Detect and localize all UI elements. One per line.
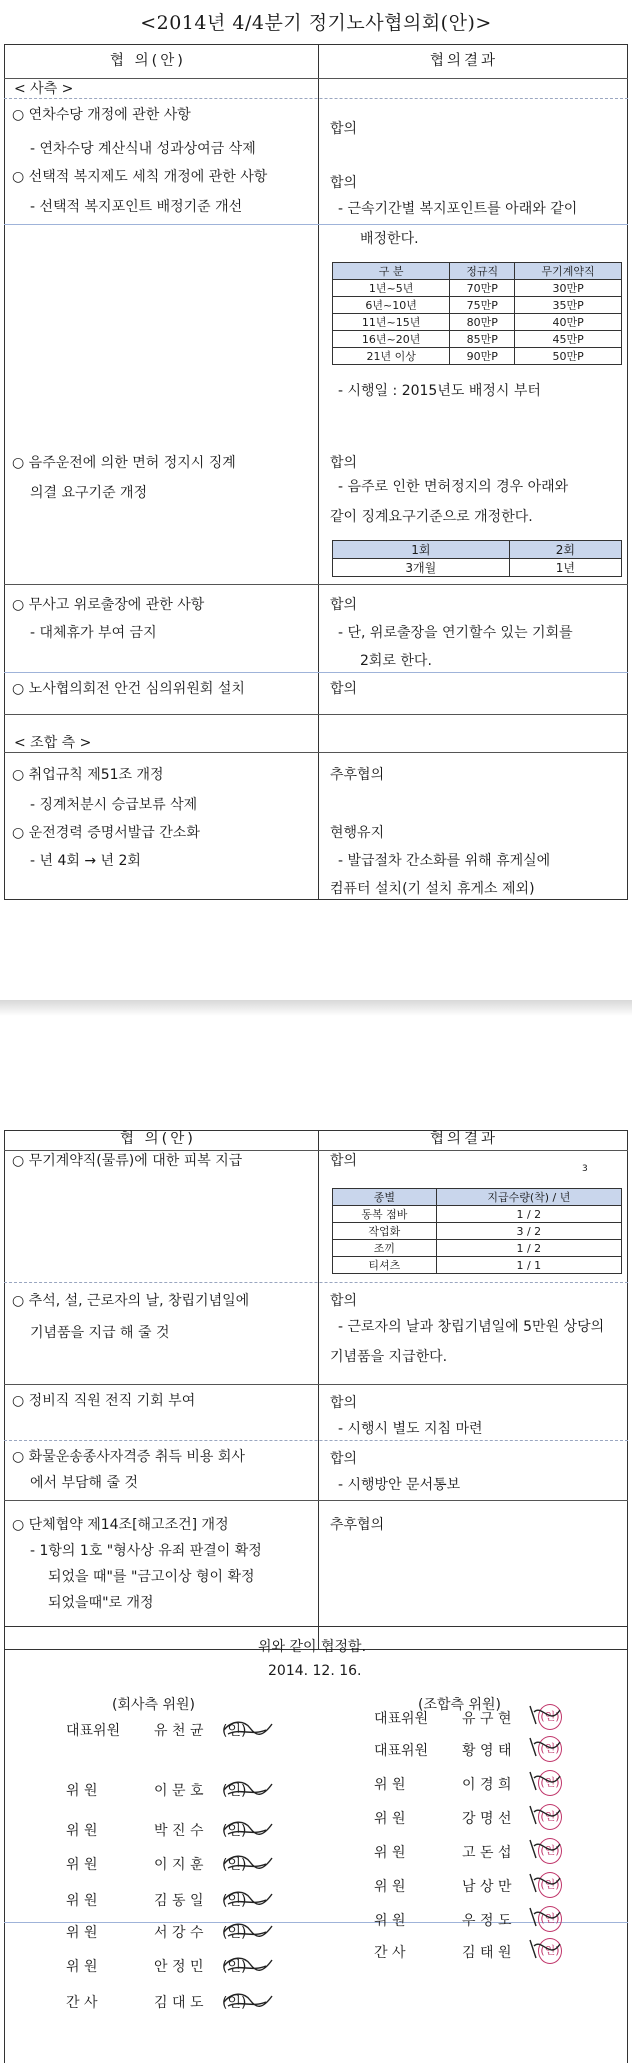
agenda-detail: 에서 부담해 줄 것 bbox=[30, 1475, 139, 1491]
company-section-label: < 사측 > bbox=[14, 81, 74, 97]
row-rule bbox=[4, 672, 628, 673]
member-role: 간 사 bbox=[66, 1995, 98, 2011]
row-rule bbox=[4, 224, 628, 225]
closing-statement: 위와 같이 협정함. bbox=[258, 1639, 367, 1655]
dui-penalty-table bbox=[332, 540, 622, 577]
result-text: 현행유지 bbox=[330, 825, 385, 841]
member-role: 위 원 bbox=[66, 1959, 98, 1975]
agenda-item: ○ 취업규칙 제51조 개정 bbox=[12, 767, 164, 783]
page-separator bbox=[0, 1000, 632, 1016]
result-text: 합의 bbox=[330, 681, 358, 697]
seal-mark: (인) bbox=[222, 1783, 247, 1799]
member-name: 박 진 수 bbox=[154, 1823, 204, 1839]
member-name: 유 천 균 bbox=[154, 1723, 204, 1739]
table-cell: 40만P bbox=[515, 314, 622, 331]
agenda-detail: 되었을때"로 개정 bbox=[48, 1595, 154, 1611]
handwritten-signature bbox=[222, 1778, 282, 1802]
member-name: 유 구 현 bbox=[462, 1711, 512, 1727]
table-cell: 85만P bbox=[450, 331, 515, 348]
seal-stamp: (인) bbox=[538, 1770, 562, 1796]
row-rule bbox=[4, 98, 628, 99]
seal-stamp: (인) bbox=[538, 1906, 562, 1932]
result-detail: - 시행방안 문서통보 bbox=[338, 1477, 461, 1493]
table-cell: 3개월 bbox=[333, 559, 510, 577]
result-text: 합의 bbox=[330, 597, 358, 613]
table-cell: 1년~5년 bbox=[333, 280, 450, 297]
handwritten-signature bbox=[526, 1836, 566, 1862]
table-cell: 작업화 bbox=[333, 1223, 437, 1240]
member-name: 강 명 선 bbox=[462, 1811, 512, 1827]
result-text: 합의 bbox=[330, 175, 358, 191]
result-detail: - 근로자의 날과 창립기념일에 5만원 상당의 bbox=[338, 1319, 605, 1335]
agenda-item: ○ 음주운전에 의한 면허 정지시 징계 bbox=[12, 455, 236, 471]
welfare-points-table bbox=[332, 262, 622, 365]
union-side-label: (조합측 위원) bbox=[418, 1697, 501, 1713]
member-name: 우 정 도 bbox=[462, 1913, 512, 1929]
seal-mark: (인) bbox=[222, 1857, 247, 1873]
row-rule bbox=[4, 584, 628, 585]
member-role: 위 원 bbox=[374, 1879, 406, 1895]
member-name: 이 지 훈 bbox=[154, 1857, 204, 1873]
row-rule bbox=[4, 752, 628, 753]
handwritten-signature bbox=[222, 1818, 282, 1842]
result-detail: 컴퓨터 설치(기 설치 휴게소 제외) bbox=[330, 881, 535, 897]
seal-mark: (인) bbox=[222, 1723, 247, 1739]
table-cell: 75만P bbox=[450, 297, 515, 314]
row-rule bbox=[4, 1282, 628, 1283]
agenda-item: ○ 노사협의회전 안건 심의위원회 설치 bbox=[12, 681, 245, 697]
column-divider bbox=[318, 1130, 319, 1650]
handwritten-signature bbox=[526, 1734, 566, 1760]
member-role: 위 원 bbox=[66, 1893, 98, 1909]
result-detail: 배정한다. bbox=[360, 231, 419, 247]
handwritten-signature bbox=[526, 1936, 566, 1962]
member-name: 남 상 만 bbox=[462, 1879, 512, 1895]
document-page-2 bbox=[0, 1020, 632, 2063]
table-cell: 1 / 1 bbox=[436, 1257, 621, 1274]
table-cell: 45만P bbox=[515, 331, 622, 348]
member-role: 위 원 bbox=[66, 1783, 98, 1799]
result-detail: - 근속기간별 복지포인트를 아래와 같이 bbox=[338, 201, 578, 217]
handwritten-signature bbox=[526, 1768, 566, 1794]
result-text: 합의 bbox=[330, 1451, 358, 1467]
agenda-detail: 기념품을 지급 해 줄 것 bbox=[30, 1325, 170, 1341]
row-rule bbox=[4, 1440, 628, 1441]
table-cell: 동복 점바 bbox=[333, 1206, 437, 1223]
member-role: 위 원 bbox=[66, 1925, 98, 1941]
agenda-detail: 되었을 때"를 "금고이상 형이 확정 bbox=[48, 1569, 255, 1585]
table-cell: 30만P bbox=[515, 280, 622, 297]
member-role: 위 원 bbox=[374, 1777, 406, 1793]
result-detail: - 발급절차 간소화를 위해 휴게실에 bbox=[338, 853, 551, 869]
agenda-detail: - 1항의 1호 "형사상 유죄 판결이 확정 bbox=[30, 1543, 262, 1559]
handwritten-signature bbox=[222, 1888, 282, 1912]
seal-stamp: (인) bbox=[538, 1804, 562, 1830]
table-cell: 21년 이상 bbox=[333, 348, 450, 365]
handwritten-signature bbox=[222, 1718, 282, 1742]
table-cell: 35만P bbox=[515, 297, 622, 314]
handwritten-signature bbox=[222, 1990, 282, 2014]
table-cell: 6년~10년 bbox=[333, 297, 450, 314]
member-role: 위 원 bbox=[66, 1823, 98, 1839]
member-role: 대표위원 bbox=[66, 1723, 121, 1739]
margin-mark: 3 bbox=[582, 1164, 588, 1174]
result-text: 합의 bbox=[330, 1153, 358, 1169]
member-name: 김 태 원 bbox=[462, 1945, 512, 1961]
agenda-item: ○ 단체협약 제14조[해고조건] 개정 bbox=[12, 1517, 229, 1533]
member-role: 위 원 bbox=[66, 1857, 98, 1873]
result-note: - 시행일 : 2015년도 배정시 부터 bbox=[338, 383, 541, 399]
result-text: 합의 bbox=[330, 1395, 358, 1411]
table-cell: 11년~15년 bbox=[333, 314, 450, 331]
table-cell: 90만P bbox=[450, 348, 515, 365]
union-section-label: < 조합 측 > bbox=[14, 735, 92, 751]
result-text: 합의 bbox=[330, 455, 358, 471]
agenda-detail: - 징계처분시 승급보류 삭제 bbox=[30, 797, 198, 813]
table-header: 2회 bbox=[509, 541, 621, 559]
header-agenda: 협 의(안) bbox=[120, 1131, 196, 1147]
header-result: 협의결과 bbox=[430, 1131, 499, 1147]
header-rule bbox=[4, 78, 628, 79]
member-name: 김 대 도 bbox=[154, 1995, 204, 2011]
result-detail: 같이 징계요구기준으로 개정한다. bbox=[330, 509, 533, 525]
agenda-item: ○ 무사고 위로출장에 관한 사항 bbox=[12, 597, 205, 613]
member-name: 고 돈 섭 bbox=[462, 1845, 512, 1861]
member-name: 황 영 태 bbox=[462, 1743, 512, 1759]
table-cell: 16년~20년 bbox=[333, 331, 450, 348]
handwritten-signature bbox=[222, 1954, 282, 1978]
agenda-item: ○ 선택적 복지제도 세칙 개정에 관한 사항 bbox=[12, 169, 268, 185]
agenda-item: ○ 무기계약직(물류)에 대한 피복 지급 bbox=[12, 1153, 243, 1169]
member-name: 이 경 희 bbox=[462, 1777, 512, 1793]
table-cell: 1 / 2 bbox=[436, 1240, 621, 1257]
seal-mark: (인) bbox=[222, 1925, 247, 1941]
handwritten-signature bbox=[526, 1904, 566, 1930]
agenda-detail: 의결 요구기준 개정 bbox=[30, 485, 148, 501]
member-name: 안 정 민 bbox=[154, 1959, 204, 1975]
handwritten-signature bbox=[526, 1802, 566, 1828]
result-text: 합의 bbox=[330, 1293, 358, 1309]
table-header: 정규직 bbox=[450, 263, 515, 280]
table-cell: 3 / 2 bbox=[436, 1223, 621, 1240]
handwritten-signature bbox=[222, 1920, 282, 1944]
table-cell: 티셔츠 bbox=[333, 1257, 437, 1274]
member-role: 위 원 bbox=[374, 1811, 406, 1827]
agenda-item: ○ 정비직 직원 전직 기회 부여 bbox=[12, 1393, 196, 1409]
member-name: 이 문 호 bbox=[154, 1783, 204, 1799]
agenda-detail: - 연차수당 계산식내 성과상여금 삭제 bbox=[30, 141, 256, 157]
seal-mark: (인) bbox=[222, 1959, 247, 1975]
seal-mark: (인) bbox=[222, 1823, 247, 1839]
result-text: 합의 bbox=[330, 121, 358, 137]
agenda-detail: - 대체휴가 부여 금지 bbox=[30, 625, 157, 641]
member-role: 대표위원 bbox=[374, 1743, 429, 1759]
agenda-item: ○ 화물운송종사자격증 취득 비용 회사 bbox=[12, 1449, 245, 1465]
member-name: 김 동 일 bbox=[154, 1893, 204, 1909]
seal-mark: (인) bbox=[222, 1893, 247, 1909]
member-role: 위 원 bbox=[374, 1845, 406, 1861]
table-cell: 1년 bbox=[509, 559, 621, 577]
column-divider bbox=[318, 44, 319, 900]
company-side-label: (회사측 위원) bbox=[112, 1697, 195, 1713]
header-result: 협의결과 bbox=[430, 53, 499, 69]
seal-stamp: (인) bbox=[538, 1872, 562, 1898]
seal-stamp: (인) bbox=[538, 1938, 562, 1964]
table-header: 1회 bbox=[333, 541, 510, 559]
seal-stamp: (인) bbox=[538, 1704, 562, 1730]
header-rule bbox=[4, 1150, 628, 1151]
header-agenda: 협 의(안) bbox=[110, 53, 186, 69]
document-title: <2014년 4/4분기 정기노사협의회(안)> bbox=[140, 12, 492, 34]
table-header: 무기계약직 bbox=[515, 263, 622, 280]
uniform-table bbox=[332, 1188, 622, 1274]
row-rule bbox=[4, 714, 628, 715]
agenda-detail: - 년 4회 → 년 2회 bbox=[30, 853, 141, 869]
table-cell: 1 / 2 bbox=[436, 1206, 621, 1223]
table-cell: 50만P bbox=[515, 348, 622, 365]
member-role: 위 원 bbox=[374, 1913, 406, 1929]
table-header: 구 분 bbox=[333, 263, 450, 280]
seal-stamp: (인) bbox=[538, 1736, 562, 1762]
member-role: 간 사 bbox=[374, 1945, 406, 1961]
seal-mark: (인) bbox=[222, 1995, 247, 2011]
table-cell: 조끼 bbox=[333, 1240, 437, 1257]
result-detail: - 음주로 인한 면허정지의 경우 아래와 bbox=[338, 479, 569, 495]
agenda-item: ○ 운전경력 증명서발급 간소화 bbox=[12, 825, 200, 841]
table-cell: 70만P bbox=[450, 280, 515, 297]
result-text: 추후협의 bbox=[330, 1517, 385, 1533]
row-rule bbox=[4, 1500, 628, 1501]
agenda-detail: - 선택적 복지포인트 배정기준 개선 bbox=[30, 199, 243, 215]
table-header: 종별 bbox=[333, 1189, 437, 1206]
handwritten-signature bbox=[526, 1702, 566, 1728]
member-role: 대표위원 bbox=[374, 1711, 429, 1727]
result-detail: 기념품을 지급한다. bbox=[330, 1349, 448, 1365]
agenda-item: ○ 연차수당 개정에 관한 사항 bbox=[12, 107, 191, 123]
document-page-1 bbox=[0, 0, 632, 1000]
member-name: 서 강 수 bbox=[154, 1925, 204, 1941]
table-cell: 80만P bbox=[450, 314, 515, 331]
row-rule bbox=[4, 1384, 628, 1385]
handwritten-signature bbox=[526, 1870, 566, 1896]
result-detail: - 시행시 별도 지침 마련 bbox=[338, 1421, 483, 1437]
result-detail: - 단, 위로출장을 연기할수 있는 기회를 bbox=[338, 625, 573, 641]
agenda-item: ○ 추석, 설, 근로자의 날, 창립기념일에 bbox=[12, 1293, 250, 1309]
agreement-date: 2014. 12. 16. bbox=[268, 1663, 362, 1679]
table-header: 지급수량(착) / 년 bbox=[436, 1189, 621, 1206]
result-detail: 2회로 한다. bbox=[360, 653, 432, 669]
result-text: 추후협의 bbox=[330, 767, 385, 783]
handwritten-signature bbox=[222, 1852, 282, 1876]
seal-stamp: (인) bbox=[538, 1838, 562, 1864]
